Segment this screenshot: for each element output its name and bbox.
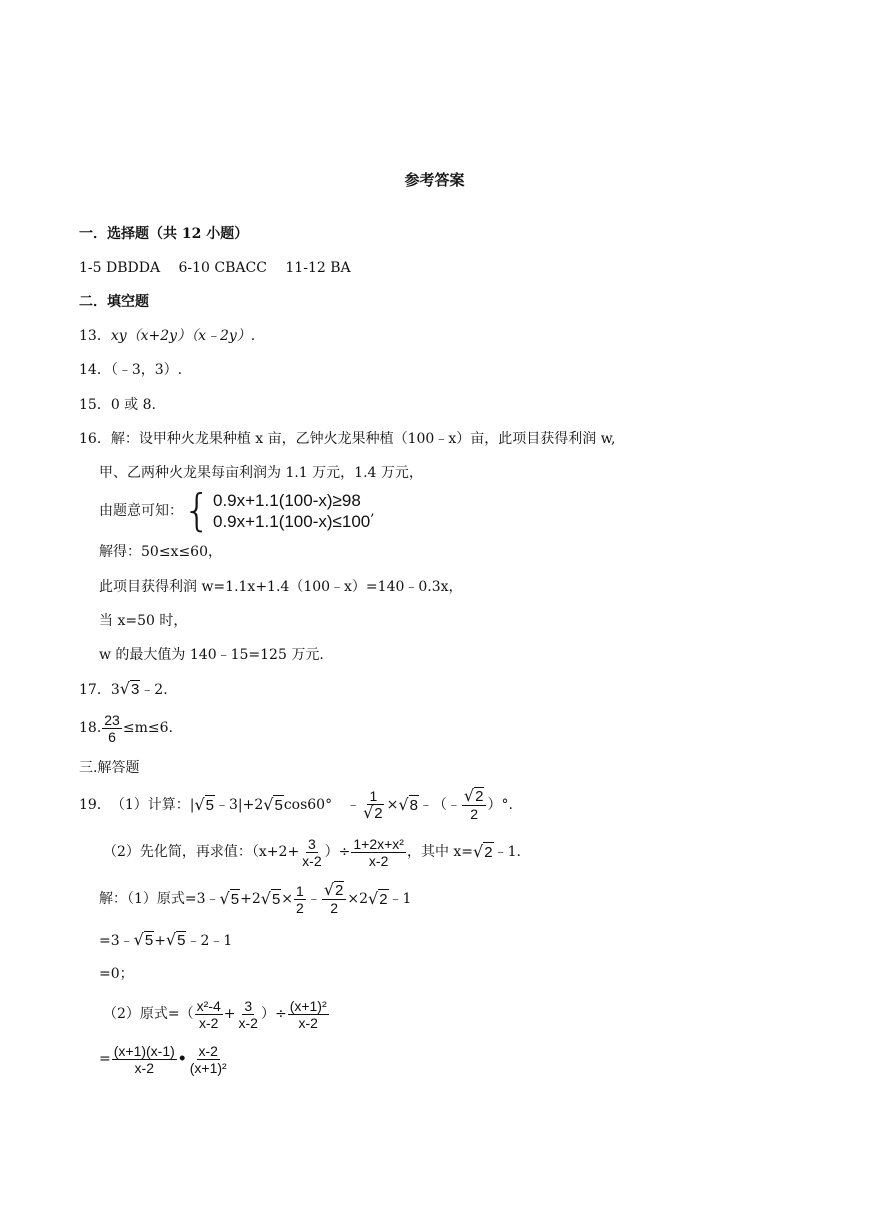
answer-text: （﹣3，3）.: [110, 362, 183, 378]
sqrt-icon: √: [219, 889, 230, 908]
denominator: x-2: [302, 852, 322, 869]
q19-part-1: [79, 785, 513, 825]
fraction: [188, 1043, 229, 1076]
text-segment: +: [223, 1006, 236, 1022]
text-segment: ）÷: [260, 1006, 287, 1022]
text-segment: ，其中 x=: [406, 844, 474, 860]
question-number: 19．: [79, 797, 111, 813]
question-number: 18.: [79, 720, 102, 736]
denominator: x-2: [298, 1014, 318, 1031]
denominator: 6: [108, 728, 116, 745]
fraction: [237, 998, 260, 1031]
text-segment: ×: [281, 891, 294, 907]
text-segment: ×: [386, 797, 399, 813]
radicand: 5: [177, 932, 186, 949]
sqrt-icon: √: [368, 889, 379, 908]
text-segment: （1）计算：|: [110, 797, 195, 813]
sqrt-icon: √: [165, 930, 177, 949]
denominator: x-2: [134, 1059, 154, 1076]
question-number: 13．: [79, 328, 111, 344]
answer-16-line-4: 解得：50≤x≤60，: [99, 544, 222, 560]
denominator: 2: [296, 899, 304, 916]
brace-icon: {: [183, 485, 211, 536]
numerator: 3: [244, 997, 253, 1014]
answer-16-line-2: 甲、乙两种火龙果每亩利润为 1.1 万元，1.4 万元，: [99, 465, 423, 481]
fraction: [112, 1043, 177, 1076]
radicand: 2: [484, 843, 493, 861]
q19-solution-line-5: [99, 1036, 230, 1082]
sqrt-icon: √: [473, 842, 484, 861]
sqrt-icon: √: [133, 930, 144, 949]
sqrt-icon: √: [260, 889, 271, 908]
section-3-heading: 三.解答题: [79, 760, 140, 776]
inequality-1: 0.9x+1.1(100-x)≥98: [213, 491, 361, 510]
inequality-system: [183, 485, 371, 536]
condition-label: 由题意可知：: [99, 503, 183, 519]
question-number: 17．: [79, 682, 111, 698]
numerator: x²-4: [196, 997, 221, 1014]
radicand: 5: [274, 796, 283, 814]
answer-16-line-1: [79, 429, 615, 449]
answer-17: [79, 679, 168, 700]
radicand: 2: [379, 890, 388, 908]
text-segment: ﹣2﹣1: [186, 933, 233, 949]
answer-tail: ≤m≤6.: [122, 720, 173, 736]
radicand: 3: [130, 681, 140, 698]
denominator: x-2: [368, 852, 389, 869]
text-segment: ﹣1.: [493, 844, 521, 860]
text-segment: ）÷: [324, 844, 351, 860]
q19-part-2: [103, 832, 521, 872]
fraction: [361, 788, 386, 822]
text-segment: +2: [240, 891, 261, 907]
text-segment: •: [177, 1051, 187, 1067]
question-number: 15．: [79, 397, 111, 413]
section-1-heading: 一．选择题（共 12 小题）: [79, 226, 249, 242]
radicand: 2: [335, 882, 344, 899]
sqrt-icon: √: [463, 786, 475, 805]
fraction: [351, 836, 406, 869]
numerator: 1+2x+x²: [353, 835, 404, 852]
answer-18: [79, 708, 173, 748]
page-title: 参考答案: [404, 171, 465, 189]
text-segment: cos60° ﹣: [283, 797, 361, 813]
q19-solution-line-2: [99, 930, 232, 951]
denominator: 2: [330, 900, 338, 916]
fraction: [195, 998, 223, 1031]
numerator: [322, 882, 347, 900]
answer-14: [79, 360, 182, 380]
sqrt-icon: √: [263, 795, 274, 814]
numerator: [462, 788, 487, 806]
text-segment: =: [99, 1051, 111, 1067]
numerator: 1: [369, 788, 378, 804]
numerator: 23: [104, 711, 120, 728]
question-number: 16．: [79, 431, 111, 447]
sqrt-icon: √: [323, 880, 335, 899]
radicand: 5: [230, 890, 240, 908]
radicand: 5: [271, 890, 281, 908]
denominator: (x+1)²: [189, 1059, 227, 1076]
section-2-heading: 二．填空题: [79, 294, 149, 310]
comma: ,: [370, 503, 375, 519]
choice-answers: 1-5 DBDDA 6-10 CBACC 11-12 BA: [79, 260, 351, 276]
numerator: 3: [308, 835, 316, 852]
radicand: 8: [409, 796, 418, 814]
fraction: [288, 998, 329, 1031]
denominator: x-2: [198, 1014, 219, 1031]
text-segment: ﹣3|+2: [215, 797, 264, 813]
inequality-2: 0.9x+1.1(100-x)≤100: [213, 512, 371, 531]
answer-tail: ﹣2.: [140, 682, 168, 698]
radicand: 2: [475, 788, 484, 805]
q19-solution-line-4: [103, 992, 330, 1036]
fraction: [462, 788, 487, 822]
numerator: (x+1)(x-1): [113, 1042, 175, 1059]
answer-16-line-7: w 的最大值为 140﹣15=125 万元.: [99, 647, 324, 663]
answer-15: [79, 395, 156, 415]
radicand: 5: [144, 932, 154, 949]
text-segment: ﹣（﹣: [418, 797, 461, 813]
answer-16-line-6: 当 x=50 时，: [99, 613, 188, 629]
answer-16-line-5: 此项目获得利润 w=1.1x+1.4（100﹣x）=140﹣0.3x，: [99, 579, 463, 595]
sqrt-icon: √: [194, 795, 205, 814]
text-segment: ﹣: [306, 891, 321, 907]
text-segment: 解：（1）原式=3﹣: [99, 891, 220, 907]
text-segment: ）°.: [487, 797, 513, 813]
radicand: 2: [374, 805, 383, 822]
numerator: 1: [296, 882, 304, 899]
answer-text: xy（x+2y）（x﹣2y）.: [110, 328, 256, 344]
denominator: 2: [470, 806, 479, 822]
text-segment: （2）先化简，再求值：（x+2+: [103, 844, 300, 860]
sqrt-icon: √: [363, 803, 374, 822]
answer-16-line-3: [99, 485, 375, 536]
fraction: [300, 836, 323, 869]
text-segment: ﹣1: [388, 891, 412, 907]
answer-13: [79, 326, 255, 346]
text-segment: +: [154, 933, 166, 949]
denominator: x-2: [238, 1014, 258, 1031]
fraction: [294, 883, 306, 916]
denominator: [361, 805, 386, 822]
question-number: 14．: [79, 362, 111, 378]
q19-solution-line-3: =0；: [99, 966, 134, 982]
text-segment: ×2: [347, 891, 368, 907]
numerator: (x+1)²: [289, 997, 327, 1014]
fraction: [322, 882, 347, 916]
coefficient: 3: [110, 682, 120, 698]
numerator: x-2: [198, 1042, 218, 1059]
q19-solution-line-1: [99, 879, 411, 919]
solution-text: 解：设甲种火龙果种植 x 亩，乙钟火龙果种植（100﹣x）亩，此项目获得利润 w,: [110, 431, 616, 447]
fraction: [102, 712, 122, 745]
sqrt-icon: √: [119, 679, 130, 698]
text-segment: =3﹣: [99, 933, 134, 949]
radicand: 5: [205, 796, 214, 814]
answer-text: 0 或 8.: [110, 397, 156, 413]
text-segment: （2）原式=（: [103, 1006, 194, 1022]
sqrt-icon: √: [398, 795, 409, 814]
